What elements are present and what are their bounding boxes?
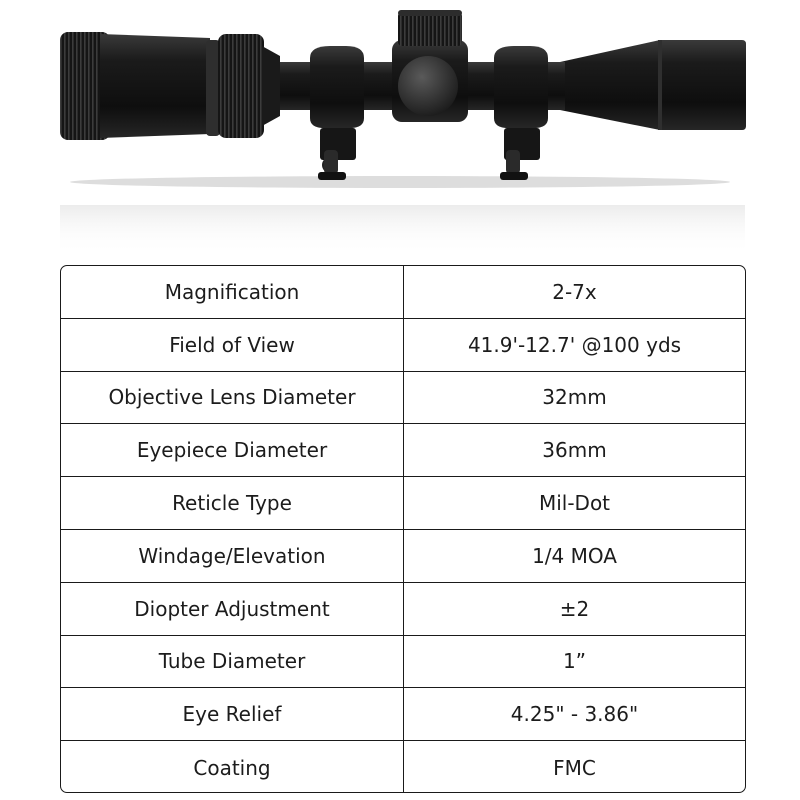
objective-bell: [560, 40, 746, 130]
spec-label-windage-elevation: Windage/Elevation: [61, 530, 404, 582]
turret-housing: [392, 10, 468, 122]
spec-value-eyepiece-diameter: 36mm: [542, 438, 607, 463]
scope-reflection: [60, 205, 745, 255]
spec-label-eyepiece-diameter: Eyepiece Diameter: [61, 424, 404, 476]
spec-label-field-of-view: Field of View: [61, 319, 404, 371]
spec-value-diopter-adjustment: ±2: [559, 596, 590, 621]
table-row: [61, 477, 745, 530]
scope-shadow: [70, 176, 730, 188]
spec-label-tube-diameter: Tube Diameter: [61, 636, 404, 688]
spec-value-windage-elevation: 1/4 MOA: [532, 543, 617, 568]
table-row: [61, 319, 745, 372]
spec-label-eye-relief: Eye Relief: [61, 688, 404, 740]
windage-knob: [398, 56, 458, 116]
spec-value-tube-diameter: 1”: [562, 649, 587, 674]
table-row: [61, 372, 745, 425]
table-row: [61, 583, 745, 636]
table-row: [61, 530, 745, 583]
spec-value-reticle-type: Mil-Dot: [538, 491, 611, 516]
table-row: [61, 688, 745, 741]
spec-value-magnification: 2-7x: [552, 279, 597, 304]
spec-label-objective-lens-diameter: Objective Lens Diameter: [61, 372, 404, 424]
table-row: [61, 636, 745, 689]
spec-label-magnification: Magnification: [61, 266, 404, 318]
spec-label-diopter-adjustment: Diopter Adjustment: [61, 583, 404, 635]
spec-value-eye-relief: 4.25" - 3.86": [510, 702, 639, 727]
riflescope-image: [0, 0, 800, 260]
scope-ring-left: [310, 46, 364, 180]
spec-label-coating: Coating: [61, 741, 404, 793]
spec-label-reticle-type: Reticle Type: [61, 477, 404, 529]
table-row: [61, 741, 745, 793]
eyepiece: [60, 32, 280, 140]
specifications-table: [60, 265, 746, 793]
scope-ring-right: [494, 46, 548, 180]
spec-value-coating: FMC: [553, 755, 596, 780]
spec-value-field-of-view: 41.9'-12.7' @100 yds: [467, 332, 682, 357]
table-row: [61, 424, 745, 477]
table-row: [61, 266, 745, 319]
spec-value-objective-lens-diameter: 32mm: [542, 385, 607, 410]
